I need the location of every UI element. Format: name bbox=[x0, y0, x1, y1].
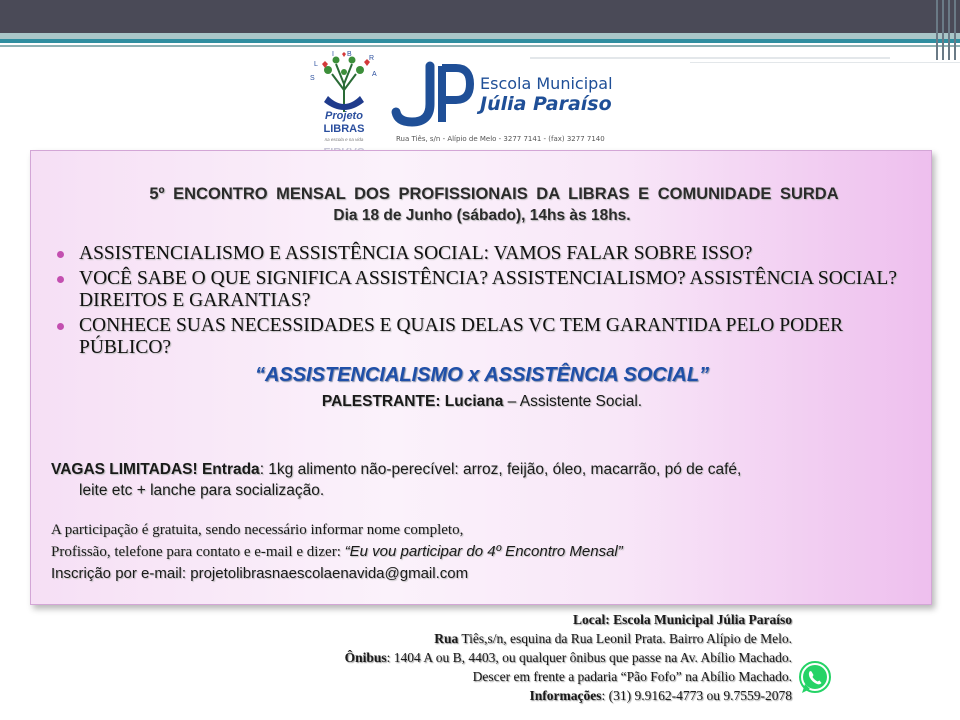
topic-text: VOCÊ SABE O QUE SIGNIFICA ASSISTÊNCIA? ASSISTENCIALISMO? ASSISTÊNCIA SOCIAL? DIREITOS E GARANTIAS? bbox=[79, 268, 897, 311]
hand-letter: R bbox=[369, 55, 375, 62]
event-content-box bbox=[30, 150, 932, 605]
topic-text: ASSISTENCIALISMO E ASSISTÊNCIA SOCIAL: VAMOS FALAR SOBRE ISSO? bbox=[79, 243, 753, 264]
libras-logo-line2: LIBRAS bbox=[323, 123, 365, 135]
hand-letter: I bbox=[332, 51, 334, 58]
participation-info bbox=[51, 519, 911, 585]
topic-text: CONHECE SUAS NECESSIDADES E QUAIS DELAS VC TEM GARANTIDA PELO PODER PÚBLICO? bbox=[79, 315, 844, 358]
deco-line bbox=[530, 57, 890, 59]
participation-line-prefix: Profissão, telefone para contato e e-mail e dizer: bbox=[51, 544, 345, 560]
location-title: Local: Escola Municipal Júlia Paraíso bbox=[572, 612, 792, 627]
vagas-label: VAGAS LIMITADAS! Entrada bbox=[51, 461, 260, 478]
bus-value: : 1404 A ou B, 4403, ou qualquer ônibus que passe na Av. Abílio Machado. bbox=[386, 650, 792, 665]
hand-letter: S bbox=[310, 75, 315, 82]
deco-line bbox=[690, 62, 960, 63]
hand-letter: L bbox=[314, 61, 318, 68]
libras-logo-tagline: na escola e na vida bbox=[324, 137, 364, 142]
participation-line: A participação é gratuita, sendo necessário informar nome completo, bbox=[51, 522, 464, 538]
event-heading: 5º ENCONTRO MENSAL DOS PROFISSIONAIS DA LIBRAS E COMUNIDADE SURDA bbox=[149, 185, 839, 203]
participation-quote: “Eu vou participar do 4º Encontro Mensal” bbox=[344, 543, 623, 560]
bullet-icon bbox=[57, 323, 64, 330]
contact-phones: : (31) 9.9162-4773 ou 9.7559-2078 bbox=[601, 688, 792, 703]
school-monogram-text: JP bbox=[390, 60, 392, 61]
top-bar-line bbox=[0, 45, 960, 47]
registration-label: Inscrição por e-mail bbox=[51, 565, 182, 582]
corner-stripes bbox=[932, 0, 960, 60]
topic-item bbox=[53, 268, 913, 312]
registration-email[interactable]: : projetolibrasnaescolaenavida@gmail.com bbox=[181, 565, 469, 582]
speaker-label: PALESTRANTE bbox=[321, 393, 436, 410]
talk-title: “ASSISTENCIALISMO x ASSISTÊNCIA SOCIAL” bbox=[254, 364, 710, 386]
whatsapp-icon bbox=[797, 660, 833, 696]
location-info bbox=[345, 610, 792, 705]
topic-list bbox=[53, 243, 913, 362]
hand-letter: A bbox=[372, 71, 377, 78]
hand-letter: B bbox=[347, 51, 352, 58]
speaker-role: – Assistente Social. bbox=[503, 393, 643, 410]
bus-label: Ônibus bbox=[344, 650, 387, 665]
top-bar-stripe bbox=[0, 39, 960, 43]
event-date: Dia 18 de Junho (sábado), 14hs às 18hs. bbox=[333, 207, 631, 224]
street-label: Rua bbox=[434, 631, 459, 646]
topic-item bbox=[53, 243, 913, 265]
school-name-line2: Júlia Paraíso bbox=[480, 93, 612, 115]
tree-hands-icon bbox=[306, 50, 382, 114]
contact-label: Informações bbox=[529, 688, 602, 703]
topic-item bbox=[53, 315, 913, 359]
speaker-line bbox=[31, 393, 933, 411]
speaker-name: : Luciana bbox=[435, 393, 504, 410]
vagas-info bbox=[51, 459, 911, 501]
stop-directions: Descer em frente a padaria “Pão Fofo” na Abílio Machado. bbox=[472, 669, 792, 684]
school-name-line1: Escola Municipal bbox=[480, 74, 613, 93]
libras-logo-line1: Projeto bbox=[325, 110, 363, 122]
bullet-icon bbox=[57, 276, 64, 283]
school-address: Rua Tiês, s/n - Alípio de Melo - 3277 7141 - (fax) 3277 7140 bbox=[396, 135, 605, 143]
libras-logo bbox=[306, 50, 382, 166]
bullet-icon bbox=[57, 251, 64, 258]
school-logo bbox=[390, 60, 630, 150]
vagas-text: : 1kg alimento não-perecível: arroz, feijão, óleo, macarrão, pó de café, bbox=[259, 461, 742, 478]
street-value: Tiês,s/n, esquina da Rua Leonil Prata. Bairro Alípio de Melo. bbox=[458, 631, 792, 646]
vagas-text-cont: leite etc + lanche para socialização. bbox=[79, 482, 325, 499]
top-bar bbox=[0, 0, 960, 33]
jp-monogram-icon bbox=[390, 60, 474, 130]
